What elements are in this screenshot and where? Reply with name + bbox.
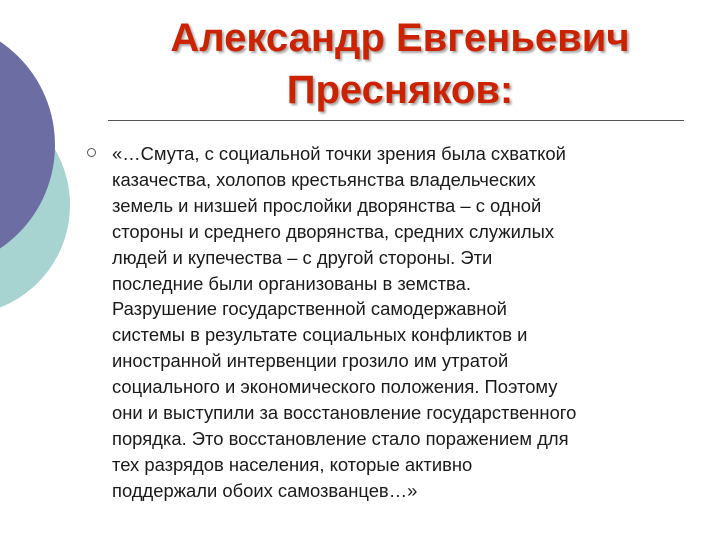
slide-title: [110, 12, 690, 116]
quote-text: «…Смута, с социальной точки зрения была схваткой казачества, холопов крестьянства владельческих земель и низшей прослойки дворянства – с одной стороны и среднего дворянства, средних служилых людей и купечества – с другой стороны. Эти последние были организованы в земства. Разрушение государственной самодержавной системы в результате социальных конфликтов и иностранной интервенции грозило им утратой социального и экономического положения. Поэтому они и выступили за восстановление государственного порядка. Это восстановление стало поражением для тех разрядов населения, которые активно поддержали обоих самозванцев…»: [112, 143, 577, 501]
title-divider: [108, 120, 684, 121]
hollow-circle-bullet-icon: [87, 148, 96, 157]
slide-title-line-1: Александр Евгеньевич: [170, 16, 630, 60]
slide-title-line-2: Пресняков:: [286, 68, 514, 112]
